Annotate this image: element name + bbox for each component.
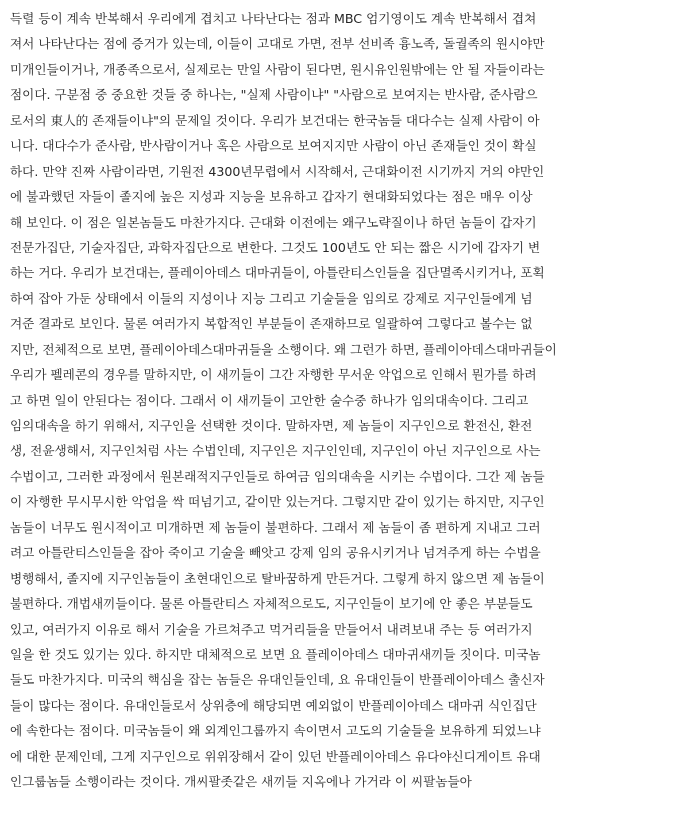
text-line: 일을 한 것도 있기는 있다. 하지만 대체적으로 보면 요 플레이아데스 대마귀새끼들 짓이다. 미국놈 [10, 646, 541, 662]
text-line: 득렬 등이 계속 반복해서 우리에게 겹치고 나타난다는 점과 MBC 엄기영이도 계속 반복해서 겹쳐 [10, 11, 537, 26]
text-line: 려고 아틀란티스인들을 잡아 죽이고 기술을 빼앗고 강제 임의 공유시키거나 넘겨주게 하는 수법을 [10, 545, 541, 561]
text-line: 우리가 펠레콘의 경우를 말하지만, 이 새끼들이 그간 자행한 무서운 악업으로 인해서 뭔가를 하려 [10, 367, 537, 383]
text-line [10, 795, 665, 820]
text-line: 수법이고, 그러한 과정에서 원본래적지구인들로 하여금 임의대속을 시키는 수법이다. 그간 제 놈들 [10, 468, 545, 484]
body-text [10, 6, 665, 820]
text-line: 병행해서, 졸지에 지구인놈들이 초현대인으로 탈바꿈하게 만든거다. 그렇게 하지 않으면 제 놈들이 [10, 570, 545, 586]
text-line: 점이다. 구분점 중 중요한 것들 중 하나는, "실제 사람이냐" "사람으로 보여지는 반사람, 준사람으 [10, 87, 538, 103]
text-line: 지만, 전체적으로 보면, 플레이아데스대마귀들을 소행이다. 왜 그런가 하면, 플레이아데스대마귀들이 [10, 341, 557, 357]
text-line: 들도 마찬가지다. 미국의 핵심을 잡는 놈들은 유대인들인데, 요 유대인들이 반플레이아데스 출신자 [10, 672, 545, 688]
text-line: 해 보인다. 이 점은 일본놈들도 마찬가지다. 근대화 이전에는 왜구노략질이나 하던 놈들이 갑자기 [10, 214, 537, 230]
text-line: 놈들이 너무도 원시적이고 미개하면 제 놈들이 불편하다. 그래서 제 놈들이 좀 편하게 지내고 그러 [10, 519, 541, 535]
text-line: 져서 나타난다는 점에 증거가 있는데, 이들이 고대로 가면, 전부 선비족 흉노족, 돌궐족의 원시야만 [10, 36, 545, 52]
text-line: 있고, 여러가지 이유로 해서 기술을 가르쳐주고 먹거리들을 만들어서 내려보내 주는 등 여러가지 [10, 621, 533, 637]
text-line: 하는 거다. 우리가 보건대는, 플레이아데스 대마귀들이, 아틀란티스인들을 집단멸족시키거나, 포획 [10, 265, 545, 281]
text-line: 이 자행한 무시무시한 악업을 싹 떠넘기고, 같이만 있는거다. 그렇지만 같이 있기는 하지만, 지구인 [10, 494, 545, 510]
text-line: 생, 전윤생해서, 지구인처럼 사는 수법인데, 지구인은 지구인인데, 지구인이 아닌 지구인으로 사는 [10, 443, 541, 459]
text-line: 겨준 결과로 보인다. 물론 여러가지 복합적인 부분들이 존재하므로 일괄하여 그렇다고 볼수는 없 [10, 316, 533, 332]
text-line: 에 대한 문제인데, 그게 지구인으로 위위장해서 같이 있던 반플레이아데스 유다야신디게이트 유대 [10, 748, 541, 764]
text-line: 전문가집단, 기술자집단, 과학자집단으로 변한다. 그것도 100년도 안 되는 짧은 시기에 갑자기 변 [10, 239, 541, 255]
text-line: 하다. 만약 진짜 사람이라면, 기원전 4300년무렵에서 시작해서, 근대화이전 시기까지 거의 야만인 [10, 163, 545, 179]
text-line: 미개인들이거나, 개종족으로서, 실제로는 만일 사람이 된다면, 원시유인원밖에는 안 될 자들이라는 [10, 61, 545, 77]
text-line: 인그룹놈들 소행이라는 것이다. 개씨팔좃같은 새끼들 지옥에나 가거라 이 씨팔놈들아 [10, 774, 472, 790]
text-line: 고 하면 일이 안된다는 점이다. 그래서 이 새끼들이 고안한 술수중 하나가 임의대속이다. 그리고 [10, 392, 529, 408]
text-line: 에 불과했던 자들이 졸지에 높은 지성과 지능을 보유하고 갑자기 현대화되었다는 점은 매우 이상 [10, 189, 533, 205]
text-line: 임의대속을 하기 위해서, 지구인을 선택한 것이다. 말하자면, 제 놈들이 지구인으로 환전신, 환전 [10, 418, 533, 433]
text-line: 들이 많다는 점이다. 유대인들로서 상위층에 해당되면 예외없이 반플레이아데스 대마귀 식인집단 [10, 697, 537, 713]
text-line: 에 속한다는 점이다. 미국놈들이 왜 외계인그룹까지 속이면서 고도의 기술들을 보유하게 되었느냐 [10, 723, 541, 739]
text-line: 하여 잡아 가둔 상태에서 이들의 지성이나 지능 그리고 기술들을 임의로 강제로 지구인들에게 넘 [10, 290, 533, 306]
text-line: 니다. 대다수가 준사람, 반사람이거나 혹은 사람으로 보여지지만 사람이 아닌 존재들인 것이 확실 [10, 138, 537, 154]
text-line: 불편하다. 개법새끼들이다. 물론 아틀란티스 자체적으로도, 지구인들이 보기에 안 좋은 부분들도 [10, 596, 533, 612]
text-line: 로서의 東人的 존재들이냐"의 문제일 것이다. 우리가 보건대는 한국놈들 대다수는 실제 사람이 아 [10, 112, 540, 128]
